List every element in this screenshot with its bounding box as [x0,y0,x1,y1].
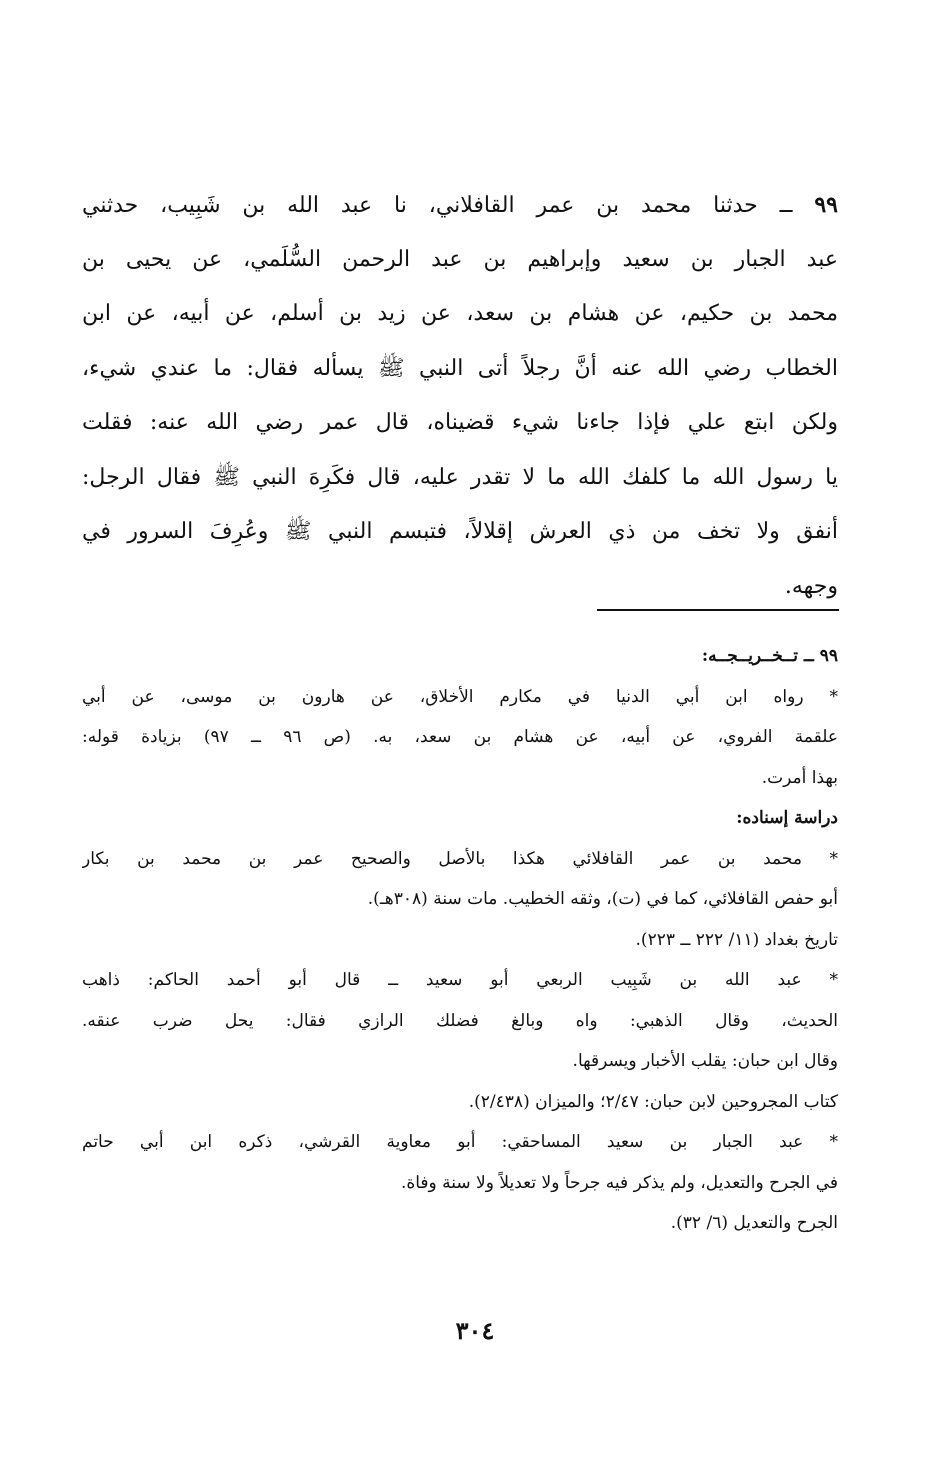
footnote-line: * عبد الله بن شَبِيب الربعي أبو سعيد ــ قال أبو أحمد الحاكم: ذاهب [82,970,838,990]
footnote-line: كتاب المجروحين لابن حبان: ٢/٤٧؛ والميزان (٢/٤٣٨). [468,1091,838,1112]
footnote-line: بهذا أمرت. [761,767,838,788]
hadith-text [82,178,838,614]
hadith-line-3: محمد بن حكيم، عن هشام بن سعد، عن زيد بن أسلم، عن أبيه، عن ابن [82,301,838,326]
hadith-line-7: أنفق ولا تخف من ذي العرش إقلالاً، فتبسم النبي ﷺ وعُرِفَ السرور في [82,519,838,544]
hadith-line-2: عبد الجبار بن سعيد وإبراهيم بن عبد الرحمن السُّلَمي، عن يحيى بن [82,246,838,272]
hadith-line-5: ولكن ابتع علي فإذا جاءنا شيء قضيناه، قال عمر رضي الله عنه: فقلت [82,410,838,435]
footnote-line: تاريخ بغداد (١١/ ٢٢٢ ــ ٢٢٣). [635,929,838,950]
hadith-line-6: يا رسول الله ما كلفك الله ما لا تقدر عليه، قال فكَرِهَ النبي ﷺ فقال الرجل: [82,464,838,490]
footnote-line: * عبد الجبار بن سعيد المساحقي: أبو معاوية القرشي، ذكره ابن أبي حاتم [82,1132,838,1152]
footnote-line: * محمد بن عمر القافلائي هكذا بالأصل والصحيح عمر بن محمد بن بكار [82,848,838,869]
footnote-line: وقال ابن حبان: يقلب الأخبار ويسرقها. [572,1051,838,1071]
page-number: ٣٠٤ [455,1316,495,1345]
footnote-line: علقمة الفروي، عن أبيه، عن هشام بن سعد، به. (ص ٩٦ ــ ٩٧) بزيادة قوله: [82,727,838,747]
hadith-line-1-text: ــ حدثنا محمد بن عمر القافلاني، نا عبد الله بن شَبِيب، حدثني [82,193,815,218]
takhrij-heading: ٩٩ ــ تــخــريــجــه: [701,646,838,666]
footnote-line: * رواه ابن أبي الدنيا في مكارم الأخلاق، عن هارون بن موسى، عن أبي [82,686,838,707]
footnotes [82,636,838,1244]
hadith-line-8: وجهه. [784,573,838,599]
hadith-line-4: الخطاب رضي الله عنه أنَّ رجلاً أتى النبي ﷺ يسأله فقال: ما عندي شيء، [82,355,838,381]
footnote-line: أبو حفص القافلائي، كما في (ت)، وثقه الخطيب. مات سنة (٣٠٨هـ). [367,889,838,909]
footnote-separator [597,609,839,611]
footnote-line: في الجرح والتعديل، ولم يذكر فيه جرحاً ولا تعديلاً ولا سنة وفاة. [400,1172,838,1193]
footnote-line: الحديث، وقال الذهبي: واه وبالغ فضلك الرازي فقال: يحل ضرب عنقه. [82,1010,838,1031]
footnote-line: الجرح والتعديل (٦/ ٣٢). [670,1213,838,1233]
hadith-line-1 [82,178,838,233]
hadith-number: ٩٩ [814,192,838,218]
isnad-heading: دراسة إسناده: [736,808,838,828]
